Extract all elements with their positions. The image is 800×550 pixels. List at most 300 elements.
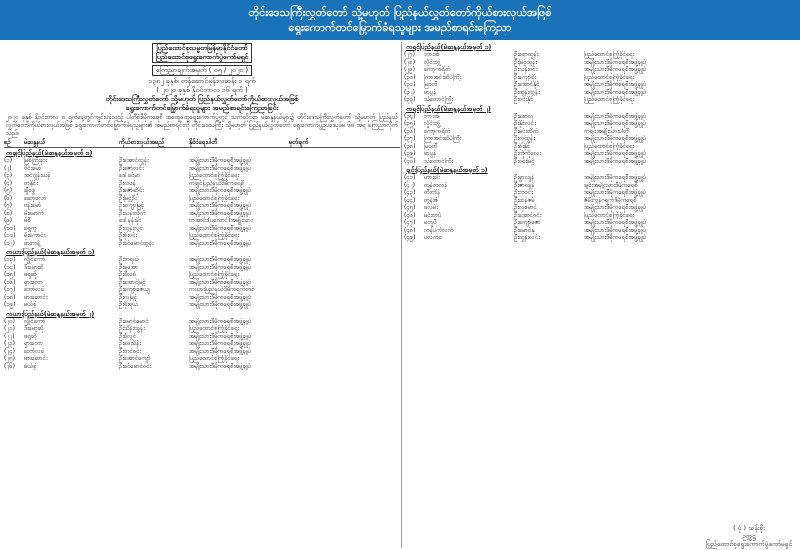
column-divider bbox=[401, 42, 402, 548]
cell-no: (၄၃) bbox=[404, 189, 416, 196]
cell-remark bbox=[289, 318, 389, 326]
cell-no: (၂၉) bbox=[404, 66, 416, 73]
cell-party: အမျိုးသားဒီမိုကရေစီအဖွဲ့ချုပ် bbox=[584, 219, 647, 226]
cell-name: ဦးဇာလျန် bbox=[514, 181, 535, 189]
cell-party: ဇိုမီးကွန်ဂရက်ဒီမိုကရေစီ bbox=[584, 196, 637, 204]
cell-remark bbox=[689, 212, 789, 220]
date-gregorian: ( ၂၀၂၀ ခုနှစ် နိုဝင်ဘာလ ၁၆ ရက် ) bbox=[156, 86, 248, 94]
table-row bbox=[4, 325, 400, 333]
org-name-2: ပြည်ထောင်စုရွေးကောက်ပွဲကော်မရှင် bbox=[155, 53, 249, 61]
cell-no: (၁၀) bbox=[4, 224, 16, 232]
cell-remark bbox=[689, 89, 789, 97]
cell-party: အမျိုးသားဒီမိုကရေစီအဖွဲ့ချုပ် bbox=[584, 150, 647, 157]
table-row bbox=[4, 240, 400, 248]
table-row bbox=[404, 204, 796, 212]
right-sections bbox=[404, 43, 796, 242]
cell-party: အမျိုးသားဒီမိုကရေစီအဖွဲ့ချုပ် bbox=[584, 135, 647, 142]
cell-remark bbox=[689, 174, 789, 182]
table-row bbox=[404, 59, 796, 67]
cell-remark bbox=[289, 355, 389, 363]
table-row bbox=[404, 197, 796, 205]
cell-name: ဦးထန်ဇမ် bbox=[514, 196, 535, 204]
section-title: ကရင်ပြည်နယ်(မဲဆန္ဒနယ်အမှတ် ၂) bbox=[406, 104, 491, 113]
cell-party: တအာင်း(ပလောင်)အမျိုးသား bbox=[189, 217, 253, 224]
cell-party: ချင်းအမျိုးသားဒီမိုကရေစီ bbox=[584, 181, 638, 189]
cell-remark bbox=[289, 363, 389, 371]
cell-remark bbox=[289, 225, 389, 233]
cell-constituency: ထန်တလန် bbox=[424, 181, 448, 189]
table-row bbox=[4, 264, 400, 272]
cell-no: (၄၀) bbox=[404, 157, 416, 165]
cell-party: အမျိုးသားဒီမိုကရေစီအဖွဲ့ချုပ် bbox=[584, 88, 647, 96]
cell-no: (၉) bbox=[4, 217, 13, 224]
table-row bbox=[4, 172, 400, 180]
cell-remark bbox=[689, 197, 789, 205]
cell-name: ဦးကျော်စိုး bbox=[514, 73, 537, 81]
cell-name: ဦးကျော်ဇော bbox=[514, 219, 541, 226]
cell-remark bbox=[689, 113, 789, 121]
cell-no: (၂၈) bbox=[404, 58, 416, 66]
subject-line1: တိုင်းဒေသကြီးလွှတ်တော် သို့မဟုတ် ပြည်နယ်လွှတ်တော်ကိုယ်စားလှယ်အဖြစ် bbox=[105, 95, 299, 103]
cell-remark bbox=[689, 74, 789, 82]
cell-no: (၄၅) bbox=[404, 204, 416, 211]
table-row bbox=[4, 202, 400, 210]
cell-party: အမျိုးသားဒီမိုကရေစီအဖွဲ့ချုပ် bbox=[189, 209, 252, 217]
cell-remark bbox=[689, 96, 789, 104]
cell-constituency: ချီဖွေ bbox=[24, 187, 36, 194]
cell-remark bbox=[689, 204, 789, 212]
cell-constituency: မိုးမောက် bbox=[24, 209, 44, 217]
cell-name: ဦးစောထွန်း bbox=[514, 51, 539, 58]
table-row bbox=[4, 157, 400, 165]
cell-constituency: ဖားဆောင်း bbox=[24, 355, 48, 362]
cell-remark bbox=[689, 189, 789, 197]
cell-constituency: လှိုင်းဘွဲ့ bbox=[424, 58, 441, 66]
table-row bbox=[4, 301, 400, 309]
table-row bbox=[4, 232, 400, 240]
cell-no: (၁၄) bbox=[4, 263, 16, 271]
cell-no: (၅) bbox=[4, 187, 13, 194]
cell-constituency: ရှားတော bbox=[24, 278, 44, 286]
table-row bbox=[404, 189, 796, 197]
cell-constituency: တီးတိန် bbox=[424, 189, 441, 196]
cell-constituency: ရှားတော bbox=[24, 340, 44, 347]
cell-no: (၂၀) bbox=[4, 317, 16, 325]
cell-name: ဦးဝင်းနိုင် bbox=[514, 96, 534, 103]
cell-name: ဦးမြင့်ထွန်း bbox=[514, 58, 538, 66]
cell-name: ဦးစိုးဝင်း bbox=[119, 232, 137, 239]
cell-constituency: ဖရူဆို bbox=[24, 332, 37, 340]
cell-remark bbox=[289, 264, 389, 272]
table-row bbox=[4, 348, 400, 356]
cell-party: အမျိုးသားဒီမိုကရေစီအဖွဲ့ချုပ် bbox=[189, 362, 252, 370]
document-body bbox=[0, 42, 800, 550]
cell-no: (၁) bbox=[4, 157, 13, 164]
cell-constituency: ဘားအံ bbox=[424, 51, 440, 58]
cell-name: ဦးကိုကိုလေး bbox=[514, 150, 541, 157]
signature-organization: ပြည်ထောင်စုရွေးကောက်ပွဲကော်မရှင် bbox=[705, 540, 792, 548]
cell-remark bbox=[289, 279, 389, 287]
cell-party: အမျိုးသားဒီမိုကရေစီအဖွဲ့ချုပ် bbox=[189, 256, 252, 263]
cell-party: အမျိုးသားဒီမိုကရေစီအဖွဲ့ချုပ် bbox=[584, 226, 647, 234]
cell-remark bbox=[289, 187, 389, 195]
cell-name: ဦးသန်းဝင်း bbox=[514, 66, 538, 73]
table-row bbox=[404, 227, 796, 235]
cell-name: ဦးလဖန် bbox=[119, 179, 137, 187]
cell-remark bbox=[289, 210, 389, 218]
cell-remark bbox=[289, 271, 389, 279]
table-row bbox=[404, 135, 796, 143]
cell-constituency: မိုးကောင်း bbox=[24, 232, 46, 239]
cell-constituency: ဖာပွန် bbox=[424, 150, 437, 157]
cell-remark bbox=[289, 172, 389, 180]
table-row bbox=[404, 113, 796, 121]
table-row bbox=[404, 96, 796, 104]
column-header-party: နိုင်ငံရေးပါတီ bbox=[189, 139, 218, 146]
cell-constituency: ဘော်လခဲ bbox=[24, 347, 45, 355]
cell-remark bbox=[689, 143, 789, 151]
column-header-no: စဉ် bbox=[4, 139, 11, 146]
cell-constituency: ပလက်ဝ bbox=[424, 234, 443, 241]
cell-name: ဒေါ်နန်းမိုး bbox=[119, 217, 141, 224]
cell-no: (၄၄) bbox=[404, 196, 416, 204]
cell-party: အမျိုးသားဒီမိုကရေစီအဖွဲ့ချုပ် bbox=[584, 234, 647, 241]
section-title: ကယားပြည်နယ်(မဲဆန္ဒနယ်အမှတ် ၂) bbox=[6, 309, 95, 318]
table-row bbox=[4, 217, 400, 225]
banner-title-line2: ရွေးကောက်တင်မြှောက်ခံရသူများ အမည်စာရင်းကြေညာ bbox=[288, 21, 512, 34]
cell-no: (၄) bbox=[4, 179, 13, 187]
table-row bbox=[404, 89, 796, 97]
cell-remark bbox=[689, 120, 789, 128]
cell-remark bbox=[689, 128, 789, 136]
table-row bbox=[404, 74, 796, 82]
table-row bbox=[404, 219, 796, 227]
section-title: ကချင်ပြည်နယ်(မဲဆန္ဒနယ်အမှတ် ၁) bbox=[6, 149, 93, 157]
cell-party: ပြည်ထောင်စုကြံ့ခိုင်ရေး bbox=[189, 325, 240, 332]
table-row bbox=[404, 174, 796, 182]
cell-remark bbox=[289, 165, 389, 173]
subject-line2: ရွေးကောက်တင်မြှောက်ခံရသူများ အမည်စာရင်းကြေညာခြင်း bbox=[125, 104, 279, 112]
cell-name: ဦးစောလှ bbox=[514, 112, 534, 120]
cell-remark bbox=[689, 51, 789, 59]
cell-constituency: ကြာအင်းဆိပ်ကြီး bbox=[424, 135, 462, 142]
cell-remark bbox=[289, 333, 389, 341]
cell-constituency: ဒီးမော့ဆို bbox=[24, 325, 44, 332]
table-row bbox=[4, 286, 400, 294]
section-title: ကရင်ပြည်နယ်(မဲဆန္ဒနယ်အမှတ် ၁) bbox=[406, 43, 492, 51]
cell-party: ပြည်ထောင်စုကြံ့ခိုင်ရေး bbox=[189, 194, 240, 202]
cell-constituency: မံစီ bbox=[24, 217, 31, 224]
cell-name: ဦးဘရယ် bbox=[119, 256, 139, 263]
cell-constituency: သံတောင်ကြီး bbox=[424, 157, 454, 165]
cell-party: ပြည်ထောင်စုကြံ့ခိုင်ရေး bbox=[584, 211, 635, 219]
cell-name: ဦးထွန်းလင်း bbox=[514, 234, 540, 241]
cell-no: (၄၉) bbox=[404, 234, 416, 241]
cell-remark bbox=[689, 66, 789, 74]
cell-no: (၃၈) bbox=[404, 142, 416, 150]
cell-remark bbox=[689, 150, 789, 158]
cell-remark bbox=[289, 340, 389, 348]
cell-no: (၁၉) bbox=[4, 301, 16, 308]
cell-constituency: ဗန်းမော် bbox=[24, 202, 42, 209]
column-header-constituency: မဲဆန္ဒနယ် bbox=[24, 139, 46, 146]
cell-name: ဦးသန်းထိုက် bbox=[119, 209, 146, 217]
cell-remark bbox=[289, 240, 389, 248]
cell-constituency: ဟားခါး bbox=[424, 174, 440, 181]
cell-no: (၂၆) bbox=[4, 362, 16, 370]
cell-party: အမျိုးသားဒီမိုကရေစီအဖွဲ့ချုပ် bbox=[584, 81, 647, 88]
right-column bbox=[404, 42, 796, 548]
cell-no: (၃၁) bbox=[404, 81, 416, 88]
cell-constituency: မြဝတီ bbox=[424, 81, 438, 88]
cell-remark bbox=[689, 227, 789, 235]
cell-party: အမျိုးသားဒီမိုကရေစီအဖွဲ့ချုပ် bbox=[584, 189, 647, 196]
cell-no: (၁၅) bbox=[4, 271, 16, 278]
cell-constituency: တွန်းဇံ bbox=[424, 196, 439, 204]
cell-name: ဦးခူအော bbox=[119, 263, 139, 271]
cell-party: ပြည်ထောင်စုကြံ့ခိုင်ရေး bbox=[584, 96, 635, 103]
cell-party: အမျိုးသားဒီမိုကရေစီအဖွဲ့ချုပ် bbox=[189, 340, 252, 347]
cell-constituency: ဖားဆောင်း bbox=[24, 293, 48, 301]
cell-party: အမျိုးသားဒီမိုကရေစီအဖွဲ့ချုပ် bbox=[189, 224, 252, 232]
table-row bbox=[4, 187, 400, 195]
cell-remark bbox=[289, 294, 389, 302]
cell-no: (၂၃) bbox=[4, 340, 16, 347]
cell-constituency: မြဝတီ bbox=[424, 142, 438, 150]
cell-remark bbox=[289, 348, 389, 356]
table-row bbox=[4, 318, 400, 326]
cell-no: (၃၅) bbox=[404, 120, 416, 127]
cell-name: ဦးကျော်မြင့် bbox=[119, 202, 145, 209]
table-row bbox=[4, 333, 400, 341]
table-row bbox=[4, 279, 400, 287]
cell-no: (၃၃) bbox=[404, 96, 416, 103]
cell-name: ဦးဇော်လင်း bbox=[119, 164, 144, 172]
cell-party: ပြည်ထောင်စုကြံ့ခိုင်ရေး bbox=[584, 142, 635, 150]
cell-no: (၄၂) bbox=[404, 181, 416, 189]
signature-title: ဥက္ကဋ္ဌ bbox=[742, 532, 756, 540]
cell-party: အမျိုးသားဒီမိုကရေစီအဖွဲ့ချုပ် bbox=[584, 120, 647, 127]
cell-party: အမျိုးသားဒီမိုကရေစီအဖွဲ့ချုပ် bbox=[189, 293, 252, 301]
cell-name: ဦးလှမောင် bbox=[514, 204, 537, 211]
table-row bbox=[4, 165, 400, 173]
table-row bbox=[404, 81, 796, 89]
cell-remark bbox=[289, 232, 389, 240]
cell-party: အမျိုးသားဒီမိုကရေစီအဖွဲ့ချုပ် bbox=[584, 157, 647, 165]
cell-constituency: မတူပီ bbox=[424, 219, 437, 226]
cell-remark bbox=[289, 217, 389, 225]
column-header-name: ကိုယ်စားလှယ်အမည် bbox=[119, 139, 165, 146]
cell-no: (၄၆) bbox=[404, 211, 416, 219]
cell-remark bbox=[289, 325, 389, 333]
cell-remark bbox=[289, 256, 389, 264]
cell-party: အမျိုးသားဒီမိုကရေစီအဖွဲ့ချုပ် bbox=[584, 174, 647, 181]
cell-party: အမျိုးသားဒီမိုကရေစီအဖွဲ့ချုပ် bbox=[189, 278, 252, 286]
document-header bbox=[4, 42, 400, 113]
cell-no: (၁၂) bbox=[4, 239, 16, 247]
table-row bbox=[4, 225, 400, 233]
cell-name: ဦးအောင်ကျော် bbox=[119, 355, 151, 362]
cell-no: (၇) bbox=[4, 202, 13, 209]
cell-party: ပြည်ထောင်စုကြံ့ခိုင်ရေး bbox=[189, 355, 240, 362]
cell-remark bbox=[689, 158, 789, 166]
cell-party: အမျိုးသားဒီမိုကရေစီအဖွဲ့ချုပ် bbox=[584, 66, 647, 73]
cell-remark bbox=[689, 59, 789, 67]
cell-no: (၃) bbox=[4, 172, 13, 179]
left-sections bbox=[4, 149, 400, 370]
cell-constituency: ဒီးမော့ဆို bbox=[24, 263, 44, 271]
cell-remark bbox=[689, 234, 789, 242]
cell-name: ဦးဘဝင်း bbox=[514, 189, 533, 196]
cell-constituency: ဖားကန့် bbox=[24, 239, 41, 247]
cell-name: ဦးအောင်မြင့် bbox=[119, 278, 146, 286]
cell-no: (၄၈) bbox=[404, 226, 416, 234]
table-row bbox=[404, 158, 796, 166]
cell-no: (၁၃) bbox=[4, 256, 16, 263]
cell-no: (၈) bbox=[4, 209, 13, 217]
cell-name: ဦးဝင်းမြင့် bbox=[514, 157, 535, 165]
cell-name: ဦးလှမြင့် bbox=[119, 293, 138, 301]
cell-constituency: မြစ်ကြီးနား bbox=[24, 157, 48, 164]
table-row bbox=[4, 271, 400, 279]
cell-name: ဦးအောင်ဝင်း bbox=[514, 211, 542, 219]
cell-party: အမျိုးသားဒီမိုကရေစီအဖွဲ့ချုပ် bbox=[189, 202, 252, 209]
cell-party: ပြည်ထောင်စုကြံ့ခိုင်ရေး bbox=[189, 172, 240, 179]
cell-remark bbox=[289, 202, 389, 210]
cell-no: (၄၇) bbox=[404, 219, 416, 226]
cell-name: ဦးမင်းထိုက် bbox=[514, 127, 539, 135]
cell-no: (၁၁) bbox=[4, 232, 16, 239]
cell-constituency: အင်ဂျန်းယန် bbox=[24, 172, 51, 179]
cell-name: ဦးဖီလစ် bbox=[119, 271, 137, 278]
signature-name: ( ပုံ ) သန်းစိုး bbox=[733, 524, 765, 532]
cell-no: (၃၂) bbox=[404, 88, 416, 96]
table-row bbox=[404, 150, 796, 158]
cell-constituency: ဘော်လခဲ bbox=[24, 286, 45, 293]
cell-party: ပြည်ထောင်စုကြံ့ခိုင်ရေး bbox=[189, 271, 240, 278]
table-row bbox=[404, 143, 796, 151]
cell-constituency: ဖရူဆို bbox=[24, 271, 37, 278]
cell-no: (၃၄) bbox=[404, 112, 416, 120]
cell-remark bbox=[689, 135, 789, 143]
announcement-banner bbox=[0, 0, 800, 40]
cell-party: ပြည်ထောင်စုကြံ့ခိုင်ရေး bbox=[584, 73, 635, 81]
cell-party: အမျိုးသားဒီမိုကရေစီအဖွဲ့ချုပ် bbox=[189, 301, 252, 308]
cell-constituency: ကော့ကရိတ် bbox=[424, 66, 451, 73]
table-row bbox=[4, 210, 400, 218]
cell-constituency: ကြာအင်းဆိပ်ကြီး bbox=[424, 73, 462, 81]
cell-name: ဦးခင်မောင်ဝင်း bbox=[119, 362, 152, 370]
cell-name: ဦးထွန်းလွင် bbox=[119, 224, 144, 232]
cell-remark bbox=[289, 301, 389, 309]
cell-no: (၃၇) bbox=[404, 135, 416, 142]
cell-no: (၂၄) bbox=[4, 347, 16, 355]
cell-name: ဦးလှထွန်း bbox=[514, 135, 535, 142]
cell-name: ဦးစိုးနိုင် bbox=[514, 142, 531, 150]
cell-no: (၂၂) bbox=[4, 332, 15, 340]
cell-name: ဒေါ်ခင်မာ bbox=[119, 172, 141, 179]
cell-constituency: တနိုင်း bbox=[24, 179, 38, 187]
cell-name: ဦးဖေသိန်း bbox=[119, 340, 141, 347]
cell-constituency: ကော့ကရိတ် bbox=[424, 127, 451, 135]
cell-name: ဦးဖိုးရယ် bbox=[119, 301, 139, 308]
cell-name: ဦးထွန်းထွန်း bbox=[514, 88, 540, 96]
notice-number: ကြေညာချက်အမှတ် ( ၀၅ / ၂၀၂၀ ) bbox=[152, 65, 252, 76]
cell-name: ဦးအောင်ထွန်း bbox=[119, 157, 149, 164]
cell-party: ကချင်ပြည်နယ်ဒီမိုကရေစီ bbox=[189, 179, 245, 187]
table-row bbox=[4, 256, 400, 264]
cell-party: အမျိုးသားဒီမိုကရေစီအဖွဲ့ချုပ် bbox=[189, 239, 252, 247]
cell-remark bbox=[689, 219, 789, 227]
cell-constituency: ရွှေကူ bbox=[24, 224, 37, 232]
cell-remark bbox=[689, 81, 789, 89]
column-headers bbox=[4, 139, 400, 148]
cell-no: (၂၁) bbox=[4, 325, 16, 332]
cell-name: ဦးနိုင်လင်း bbox=[514, 120, 536, 127]
table-row bbox=[404, 120, 796, 128]
table-row bbox=[4, 294, 400, 302]
cell-no: (၃၉) bbox=[404, 150, 416, 157]
organization-block bbox=[152, 43, 253, 63]
table-row bbox=[404, 128, 796, 136]
cell-party: ကယားပြည်နယ်ဒီမိုကရက်တစ် bbox=[189, 286, 255, 293]
table-row bbox=[404, 51, 796, 59]
cell-constituency: မယ်စဲ့ bbox=[24, 362, 37, 370]
cell-constituency: ဆော့လော် bbox=[24, 194, 47, 202]
cell-party: ပြည်ထောင်စုကြံ့ခိုင်ရေး bbox=[584, 51, 635, 58]
cell-name: ဦးကျော်ဇေယျ bbox=[119, 286, 150, 293]
table-row bbox=[4, 363, 400, 371]
column-header-remark: မှတ်ချက် bbox=[289, 139, 309, 146]
intro-paragraph: ၂၀၂၀ ခုနှစ် နိုဝင်ဘာလ ၈ ရက်နေ့တွင်ကျင်းပခဲ့သည့် ပါတီစုံဒီမိုကရေစီ အထွေထွေရွေးကောက်ပွဲတွင် သက်ဆိုင်ရာ မဲဆန္ဒနယ်များ၌ တိုင်းဒေသကြီးလွှတ်တော် သို့မဟုတ် ပြည်နယ်လွှတ်တော်ကိုယ်စားလှယ်အဖြစ် ရွေးကောက်တင်မြှောက်ခံရသူများ၏ အမည်စာရင်းကို တိုင်းဒေသကြီး သို့မဟုတ် ပြည်နယ်လွှတ်တော် ရွေးကောက်ပွဲဥပဒေပုဒ်မ ၆၈ အရ ကြေညာလိုက်သည်။ bbox=[6, 114, 398, 137]
cell-constituency: မင်းတပ် bbox=[424, 211, 442, 219]
table-row bbox=[404, 212, 796, 220]
cell-remark bbox=[289, 180, 389, 188]
cell-party: အမျိုးသားဒီမိုကရေစီအဖွဲ့ချုပ် bbox=[189, 157, 252, 164]
cell-party: အမျိုးသားဒီမိုကရေစီအဖွဲ့ချုပ် bbox=[584, 204, 647, 211]
cell-constituency: ကန်ပက်လက် bbox=[424, 226, 454, 234]
cell-constituency: မယ်စဲ့ bbox=[24, 301, 37, 308]
table-row bbox=[404, 182, 796, 190]
cell-name: ဦးစံလွင် bbox=[119, 332, 137, 340]
cell-party: အမျိုးသားဒီမိုကရေစီအဖွဲ့ချုပ် bbox=[189, 263, 252, 271]
cell-party: အမျိုးသားဒီမိုကရေစီအဖွဲ့ချုပ် bbox=[189, 187, 252, 194]
table-row bbox=[4, 180, 400, 188]
cell-party: အမျိုးသားဒီမိုကရေစီအဖွဲ့ချုပ် bbox=[189, 332, 252, 340]
cell-remark bbox=[689, 182, 789, 190]
cell-party: ကရင်အမျိုးသားပါတီ bbox=[584, 127, 630, 135]
table-row bbox=[404, 234, 796, 242]
cell-constituency: ဝိုင်းမော် bbox=[24, 164, 42, 172]
table-row bbox=[4, 355, 400, 363]
cell-name: ဦးသိန်းထွန်း bbox=[119, 325, 145, 332]
cell-party: ပြည်ထောင်စုကြံ့ခိုင်ရေး bbox=[189, 232, 240, 239]
cell-party: အမျိုးသားဒီမိုကရေစီအဖွဲ့ချုပ် bbox=[189, 347, 252, 355]
cell-no: (၂) bbox=[4, 164, 12, 172]
banner-title-line1: တိုင်းဒေသကြီးလွှတ်တော် သို့မဟုတ် ပြည်နယ်လွှတ်တော်ကိုယ်စားလှယ်အဖြစ် bbox=[248, 6, 552, 19]
signature-block bbox=[706, 524, 792, 548]
cell-no: (၁၆) bbox=[4, 278, 16, 286]
cell-party: အမျိုးသားဒီမိုကရေစီအဖွဲ့ချုပ် bbox=[584, 112, 647, 120]
cell-constituency: ဖလမ်း bbox=[424, 204, 439, 211]
table-row bbox=[4, 195, 400, 203]
cell-name: ဦးတင်ဝင်း bbox=[119, 347, 142, 355]
cell-remark bbox=[289, 286, 389, 294]
cell-party: အမျိုးသားဒီမိုကရေစီအဖွဲ့ချုပ် bbox=[189, 164, 252, 172]
section-title: ကယားပြည်နယ်(မဲဆန္ဒနယ်အမှတ် ၁) bbox=[6, 248, 95, 256]
cell-name: ဦးဇော်ဆိုင်း bbox=[119, 187, 144, 194]
cell-name: ဦးခင်မောင်ထွန်း bbox=[119, 239, 154, 247]
